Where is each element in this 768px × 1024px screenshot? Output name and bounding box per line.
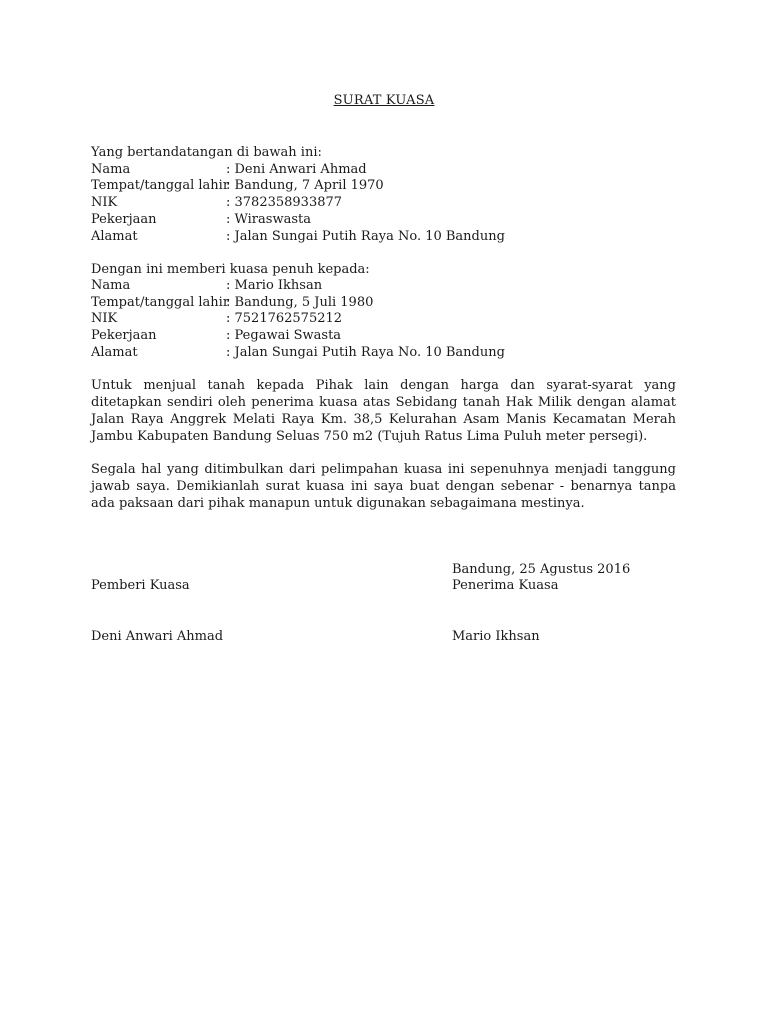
grantor-birth-value: : Bandung, 7 April 1970 bbox=[226, 178, 384, 193]
grantee-nik-label: NIK bbox=[91, 311, 118, 326]
grantor-address-row bbox=[91, 228, 505, 245]
grantee-intro: Dengan ini memberi kuasa penuh kepada: bbox=[91, 262, 370, 277]
grantor-address-value: : Jalan Sungai Putih Raya No. 10 Bandung bbox=[226, 229, 505, 244]
grantee-nik-value: : 7521762575212 bbox=[226, 311, 343, 326]
grantee-name-row bbox=[91, 277, 322, 294]
grantee-birth-label: Tempat/tanggal lahir bbox=[91, 295, 230, 310]
grantee-name-label: Nama bbox=[91, 278, 131, 293]
grantee-signature-name: Mario Ikhsan bbox=[452, 629, 540, 644]
grantee-birth-row bbox=[91, 294, 373, 311]
grantor-job-row bbox=[91, 211, 311, 228]
grantee-nik-row bbox=[91, 310, 342, 327]
grantor-intro: Yang bertandatangan di bawah ini: bbox=[91, 145, 322, 160]
grantor-job-value: : Wiraswasta bbox=[226, 212, 311, 227]
grantor-job-label: Pekerjaan bbox=[91, 212, 157, 227]
grantor-nik-row bbox=[91, 194, 342, 211]
grantor-role-label: Pemberi Kuasa bbox=[91, 578, 190, 593]
grantor-name-label: Nama bbox=[91, 162, 131, 177]
grantee-address-value: : Jalan Sungai Putih Raya No. 10 Bandung bbox=[226, 345, 505, 360]
grantee-job-value: : Pegawai Swasta bbox=[226, 328, 342, 343]
grantor-address-label: Alamat bbox=[91, 229, 138, 244]
grantor-nik-value: : 3782358933877 bbox=[226, 195, 343, 210]
grantor-name-value: : Deni Anwari Ahmad bbox=[226, 162, 367, 177]
grantee-job-row bbox=[91, 327, 341, 344]
body-paragraph-closing: Segala hal yang ditimbulkan dari pelimpahan kuasa ini sepenuhnya menjadi tanggung jawab saya. Demikianlah surat kuasa ini saya buat dengan sebenar - benarnya tanpa ada paksaan dari pihak manapun untuk digunakan sebagaimana mestinya. bbox=[91, 462, 676, 511]
grantor-signature-name: Deni Anwari Ahmad bbox=[91, 629, 224, 644]
grantee-job-label: Pekerjaan bbox=[91, 328, 157, 343]
grantor-nik-label: NIK bbox=[91, 195, 118, 210]
grantee-role-label: Penerima Kuasa bbox=[452, 578, 559, 593]
grantee-address-label: Alamat bbox=[91, 345, 138, 360]
grantor-birth-row bbox=[91, 177, 384, 194]
grantee-name-value: : Mario Ikhsan bbox=[226, 278, 323, 293]
document-title: SURAT KUASA bbox=[333, 93, 435, 108]
place-date: Bandung, 25 Agustus 2016 bbox=[452, 562, 631, 577]
grantor-birth-label: Tempat/tanggal lahir bbox=[91, 178, 230, 193]
grantor-name-row bbox=[91, 161, 367, 178]
grantee-birth-value: : Bandung, 5 Juli 1980 bbox=[226, 295, 374, 310]
body-paragraph-purpose: Untuk menjual tanah kepada Pihak lain dengan harga dan syarat-syarat yang ditetapkan sendiri oleh penerima kuasa atas Sebidang tanah Hak Milik dengan alamat Jalan Raya Anggrek Melati Raya Km. 38,5 Kelurahan Asam Manis Kecamatan Merah Jambu Kabupaten Bandung Seluas 750 m2 (Tujuh Ratus Lima Puluh meter persegi). bbox=[91, 378, 676, 444]
grantee-address-row bbox=[91, 344, 505, 361]
